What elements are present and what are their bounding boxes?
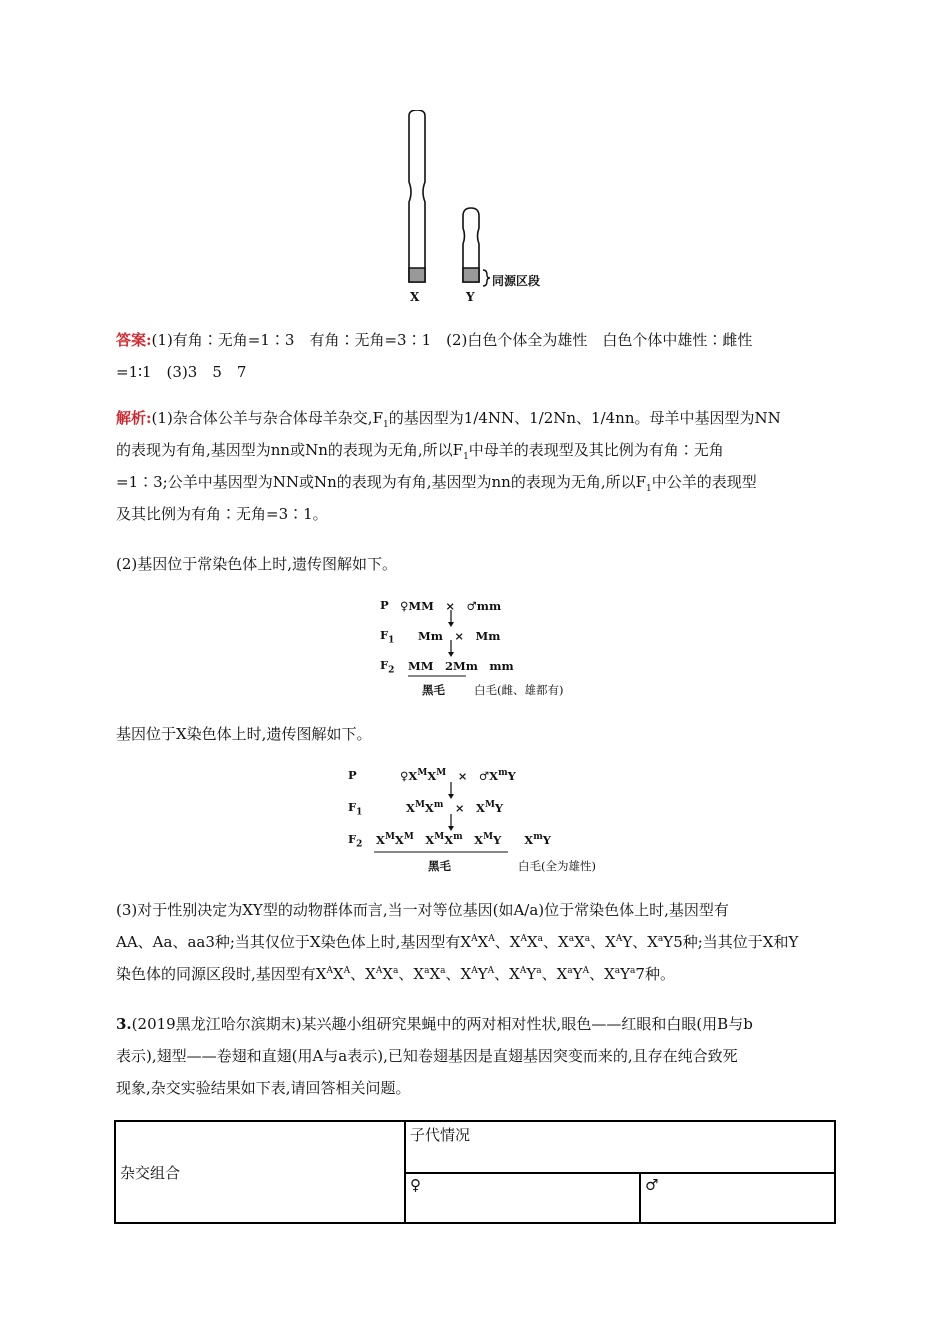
question-number: 3.	[116, 1015, 132, 1033]
analysis-line4: 及其比例为有角∶无角=3∶1。	[116, 505, 328, 523]
analysis-p4-line1: (3)对于性别决定为XY型的动物群体而言,当一对等位基因(如A/a)位于常染色体上时,基因型有	[116, 901, 729, 919]
analysis-line2: 的表现为有角,基因型为nn或Nn的表现为无角,所以$F_1$中母羊的表现型及其比例为有角∶无角	[116, 441, 724, 462]
y-homologous-region	[463, 268, 479, 282]
analysis-p2: (2)基因位于常染色体上时,遗传图解如下。	[116, 555, 398, 573]
analysis-p4-line3: 染色体的同源区段时,基因型有$X^AX^A$、$X^AX^a$、$X^aX^a$、$X^AY^A$、$X^AY^a$、$X^aY^A$、$X^aY^a7$种。	[116, 965, 675, 983]
answer-line1	[116, 324, 836, 356]
analysis-p3: 基因位于X染色体上时,遗传图解如下。	[116, 725, 372, 743]
question3-line3: 现象,杂交实验结果如下表,请回答相关问题。	[116, 1079, 411, 1097]
cross-combination-header: 杂交组合	[115, 1121, 405, 1223]
x-homologous-region	[409, 268, 425, 282]
chrom-x-label: X	[410, 290, 420, 304]
answer-text-1: (1)有角∶无角=1∶3 有角∶无角=3∶1 (2)白色个体全为雄性 白色个体中雄性∶雌性	[151, 331, 753, 349]
x-chromosome	[409, 110, 425, 282]
analysis-line1: 解析:(1)杂合体公羊与杂合体母羊杂交$,F_1$的基因型为1/4NN、1/2Nn、1/4nn。母羊中基因型为NN	[116, 409, 781, 430]
question3-line2: 表示),翅型——卷翅和直翅(用A与a表示),已知卷翅基因是直翅基因突变而来的,且存在纯合致死	[116, 1047, 738, 1065]
offspring-header: 子代情况	[405, 1121, 835, 1173]
chrom-y-label: Y	[466, 290, 475, 304]
diagram-x-linked: P $♀X^MX^M$ × $♂X^mY$ $F_1$ $X^MX^m$ × $X^MY$ $F_2$ $X^MX^M$ $X^MX^m$ $X^MY$ $X^mY$ 黑毛 白毛(全为雄性)	[348, 768, 596, 873]
male-header: ♂	[640, 1173, 835, 1223]
diagram1-arrows	[380, 596, 610, 696]
diagram-autosomal: P ♀MM × ♂mm $F_1$ Mm × Mm $F_2$ MM 2Mm mm 黑毛 白毛(雌、雄都有)	[380, 598, 564, 697]
analysis-p4-line2: AA、Aa、aa3种;当其仅位于X染色体上时,基因型有$X^AX^A$、$X^AX^a$、$X^aX^a$、$X^AY$、$X^aY5$种;当其位于X和Y	[116, 933, 799, 951]
answer-line2: =1∶1 (3)3 5 7	[116, 363, 247, 381]
diagram2-arrows	[348, 764, 618, 874]
homologous-bracket	[483, 270, 490, 286]
analysis-line3: =1∶3;公羊中基因型为NN或Nn的表现为有角,基因型为nn的表现为无角,所以$F_1$中公羊的表现型	[116, 473, 757, 494]
cross-results-table	[114, 1120, 836, 1224]
analysis-label: 解析:	[116, 409, 152, 427]
question3-line1: 3.(2019黑龙江哈尔滨期末)某兴趣小组研究果蝇中的两对相对性状,眼色——红眼和白眼(用B与b	[116, 1015, 753, 1033]
answer-label: 答案:	[116, 331, 152, 349]
homologous-label: 同源区段	[492, 274, 541, 288]
female-header: ♀	[405, 1173, 640, 1223]
